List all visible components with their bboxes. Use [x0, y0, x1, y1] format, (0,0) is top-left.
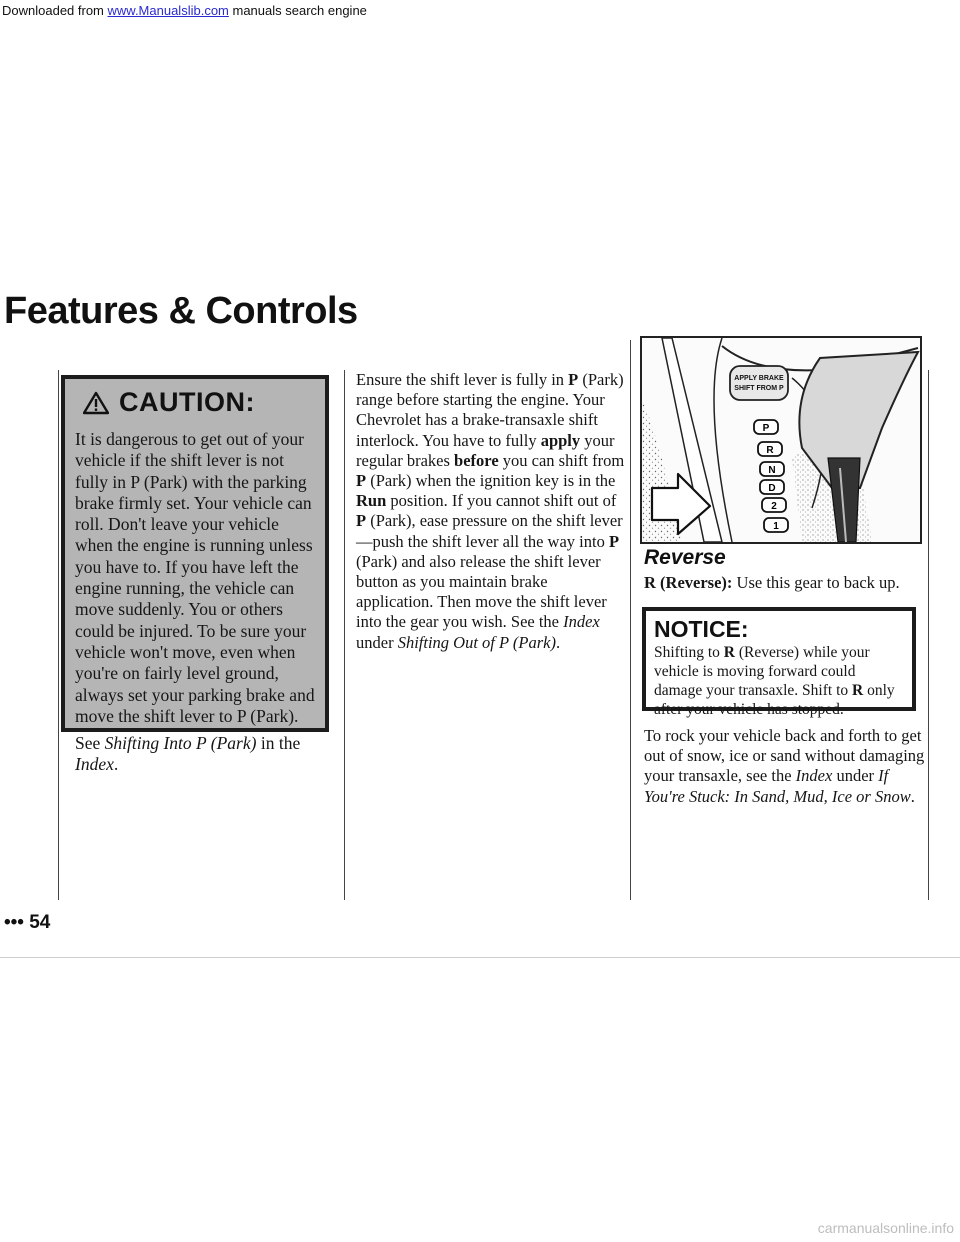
text-run: (Park), ease pressure on the shift lever—push the shift lever all the way into — [356, 511, 623, 551]
text-run-italic: If You're Stuck: In Sand, Mud, Ice or Snow — [644, 766, 911, 806]
reverse-text: Use this gear to back up. — [732, 573, 900, 592]
text-run-bold: before — [454, 450, 499, 470]
caution-see-mid: in the — [256, 733, 301, 754]
text-run: under — [832, 766, 879, 786]
download-banner — [0, 0, 960, 22]
warning-triangle-icon — [83, 391, 109, 415]
text-run-bold: P — [608, 531, 620, 551]
section-title: Features & Controls — [4, 290, 358, 332]
text-run: under — [356, 632, 398, 652]
column-rule-center — [344, 370, 345, 900]
text-run: position. If you cannot shift out of — [386, 491, 617, 511]
text-run-bold: apply — [540, 430, 581, 450]
gear-letter-2: 2 — [771, 501, 777, 512]
text-run-bold: R — [723, 644, 735, 661]
illustration-label-line1: APPLY BRAKE — [734, 375, 784, 382]
text-run-bold: P — [568, 370, 579, 389]
notice-text — [654, 643, 904, 719]
text-run-italic: Index — [563, 612, 600, 632]
manualslib-link[interactable]: www.Manualslib.com — [107, 3, 229, 18]
text-run: Shifting to — [654, 644, 724, 661]
banner-suffix: manuals search engine — [228, 3, 367, 18]
text-run-italic: Shifting Out of P (Park) — [397, 632, 556, 652]
text-run-italic: Index — [795, 766, 833, 786]
caution-see-index: Index — [75, 754, 114, 775]
text-run: To rock your vehicle back and forth to get out of snow, ice or sand without damaging your transaxle, see the — [644, 726, 925, 786]
shift-console-drawing — [642, 338, 920, 542]
caution-see-ref: Shifting Into P (Park) — [104, 733, 257, 754]
caution-see-end: . — [113, 754, 119, 775]
text-run: (Park) and also release the shift lever button as you maintain brake application. Then move the shift lever into the gear you wish. See the — [356, 551, 607, 632]
reverse-heading: Reverse — [644, 546, 726, 569]
text-run: . — [910, 786, 915, 806]
notice-box — [642, 607, 916, 718]
text-run-bold: P — [356, 471, 367, 491]
text-run-bold: R — [852, 682, 864, 699]
gear-letter-r: R — [766, 445, 774, 456]
text-run: you can shift from — [498, 450, 625, 470]
caution-see-reference — [75, 733, 315, 776]
text-run: (Park) when the ignition key is in the — [366, 471, 616, 491]
illustration-label-line2: SHIFT FROM P — [734, 385, 784, 392]
shift-paragraph — [356, 370, 628, 653]
footer-watermark: carmanualsonline.info — [817, 1220, 954, 1236]
text-run-bold: Run — [356, 491, 387, 511]
gear-letter-p: P — [762, 423, 770, 434]
text-run: . — [555, 632, 561, 652]
text-run: your regular brakes — [356, 430, 615, 470]
caution-header — [83, 387, 315, 418]
shift-lever-illustration — [640, 336, 922, 544]
caution-box — [61, 375, 329, 775]
gear-letter-1: 1 — [773, 521, 779, 532]
caution-see-prefix: See — [75, 733, 105, 754]
rocking-instructions — [644, 726, 926, 807]
text-run-bold: P — [356, 511, 367, 531]
caution-title: CAUTION: — [119, 387, 255, 418]
text-run: (Park) range before starting the engine. Your Chevrolet has a brake-transaxle shift interlock. You have to fully — [356, 370, 624, 450]
column-rule-right-b — [928, 370, 929, 900]
column-rule-left — [58, 370, 59, 900]
notice-title: NOTICE: — [654, 616, 749, 642]
text-run: (Reverse) while your vehicle is moving forward could damage your transaxle. Shift to — [654, 644, 870, 699]
gear-indicator-stack — [754, 420, 788, 532]
text-run: only after your vehicle has stopped. — [654, 682, 895, 718]
gear-letter-n: N — [768, 465, 776, 476]
column-rule-right-a — [630, 340, 631, 900]
bottom-rule — [0, 957, 960, 958]
reverse-description — [644, 573, 924, 593]
banner-prefix: Downloaded from — [2, 3, 108, 18]
text-run: Ensure the shift lever is fully in — [356, 370, 569, 389]
shift-instructions — [356, 370, 628, 653]
page-number: ••• 54 — [4, 912, 51, 933]
reverse-label: R (Reverse): — [644, 573, 733, 592]
caution-body — [75, 429, 315, 776]
caution-paragraph: It is dangerous to get out of your vehicle if the shift lever is not fully in P (Park) with the parking brake firmly set. Your vehicle can roll. Don't leave your vehicle when the engine is running unless you have to. If you have left the engine running, the vehicle can move suddenly. You or others could be injured. To be sure your vehicle won't move, even when you're on fairly level ground, always set your parking brake and move the shift lever to P (Park). — [75, 429, 315, 726]
gear-letter-d: D — [768, 483, 776, 494]
